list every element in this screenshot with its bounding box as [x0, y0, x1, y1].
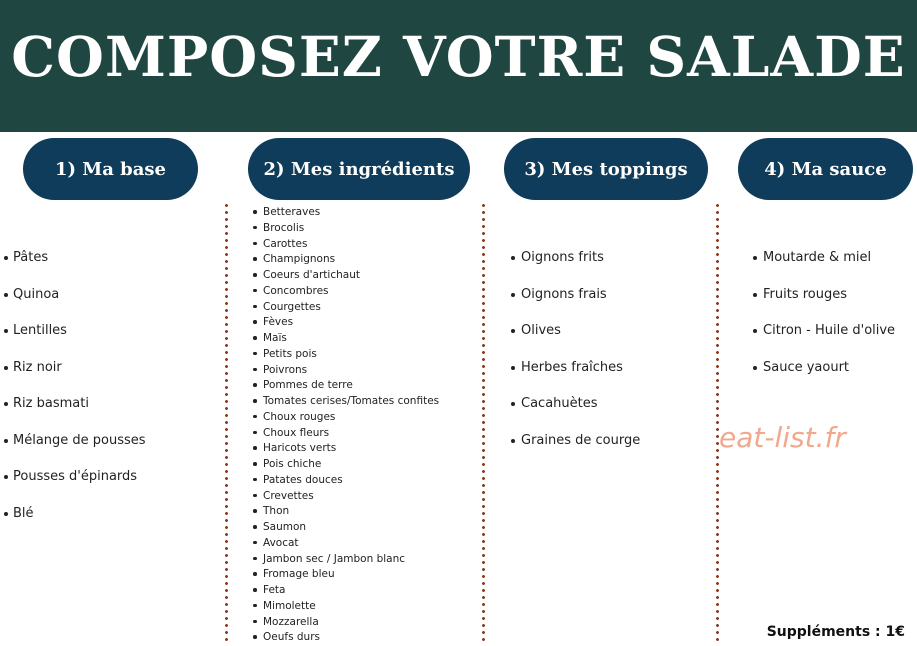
- list-item: Choux rouges: [263, 410, 439, 426]
- list-item: Oignons frits: [521, 250, 640, 287]
- list-item: Cacahuètes: [521, 396, 640, 433]
- list-item: Pâtes: [13, 250, 146, 287]
- dotted-divider: [482, 202, 485, 642]
- list-item: Olives: [521, 323, 640, 360]
- list-item: Fruits rouges: [763, 287, 895, 324]
- list-item: Riz basmati: [13, 396, 146, 433]
- heading-ingredients: 2) Mes ingrédients: [248, 138, 470, 200]
- list-item: Graines de courge: [521, 433, 640, 470]
- list-item: Mélange de pousses: [13, 433, 146, 470]
- list-item: Champignons: [263, 252, 439, 268]
- list-item: Thon: [263, 504, 439, 520]
- list-item: Coeurs d'artichaut: [263, 268, 439, 284]
- base-list: [13, 250, 146, 542]
- list-item: Oignons frais: [521, 287, 640, 324]
- list-item: Blé: [13, 506, 146, 543]
- dotted-divider: [225, 202, 228, 642]
- watermark: eat-list.fr: [719, 421, 846, 454]
- list-item: Herbes fraîches: [521, 360, 640, 397]
- list-item: Sauce yaourt: [763, 360, 895, 397]
- wave-border: [0, 110, 917, 140]
- toppings-list: [521, 250, 640, 469]
- list-item: Fèves: [263, 315, 439, 331]
- list-item: Pommes de terre: [263, 378, 439, 394]
- sauce-list: [763, 250, 895, 396]
- list-item: Carottes: [263, 237, 439, 253]
- list-item: Lentilles: [13, 323, 146, 360]
- list-item: Mimolette: [263, 599, 439, 615]
- list-item: Moutarde & miel: [763, 250, 895, 287]
- list-item: Riz noir: [13, 360, 146, 397]
- list-item: Betteraves: [263, 205, 439, 221]
- list-item: Fromage bleu: [263, 567, 439, 583]
- page-title: COMPOSEZ VOTRE SALADE: [11, 24, 906, 89]
- supplements-note: Suppléments : 1€: [766, 624, 905, 640]
- heading-toppings: 3) Mes toppings: [504, 138, 708, 200]
- list-item: Tomates cerises/Tomates confites: [263, 394, 439, 410]
- list-item: Courgettes: [263, 300, 439, 316]
- list-item: Mozzarella: [263, 615, 439, 631]
- list-item: Feta: [263, 583, 439, 599]
- list-item: Saumon: [263, 520, 439, 536]
- list-item: Concombres: [263, 284, 439, 300]
- list-item: Citron - Huile d'olive: [763, 323, 895, 360]
- list-item: Pousses d'épinards: [13, 469, 146, 506]
- heading-sauce: 4) Ma sauce: [738, 138, 913, 200]
- list-item: Poivrons: [263, 363, 439, 379]
- list-item: Petits pois: [263, 347, 439, 363]
- list-item: Patates douces: [263, 473, 439, 489]
- heading-base: 1) Ma base: [23, 138, 198, 200]
- list-item: Haricots verts: [263, 441, 439, 457]
- list-item: Brocolis: [263, 221, 439, 237]
- ingredients-list: [263, 205, 439, 646]
- list-item: Choux fleurs: [263, 426, 439, 442]
- list-item: Oeufs durs: [263, 630, 439, 646]
- list-item: Maïs: [263, 331, 439, 347]
- list-item: Jambon sec / Jambon blanc: [263, 552, 439, 568]
- list-item: Crevettes: [263, 489, 439, 505]
- list-item: Avocat: [263, 536, 439, 552]
- list-item: Pois chiche: [263, 457, 439, 473]
- list-item: Quinoa: [13, 287, 146, 324]
